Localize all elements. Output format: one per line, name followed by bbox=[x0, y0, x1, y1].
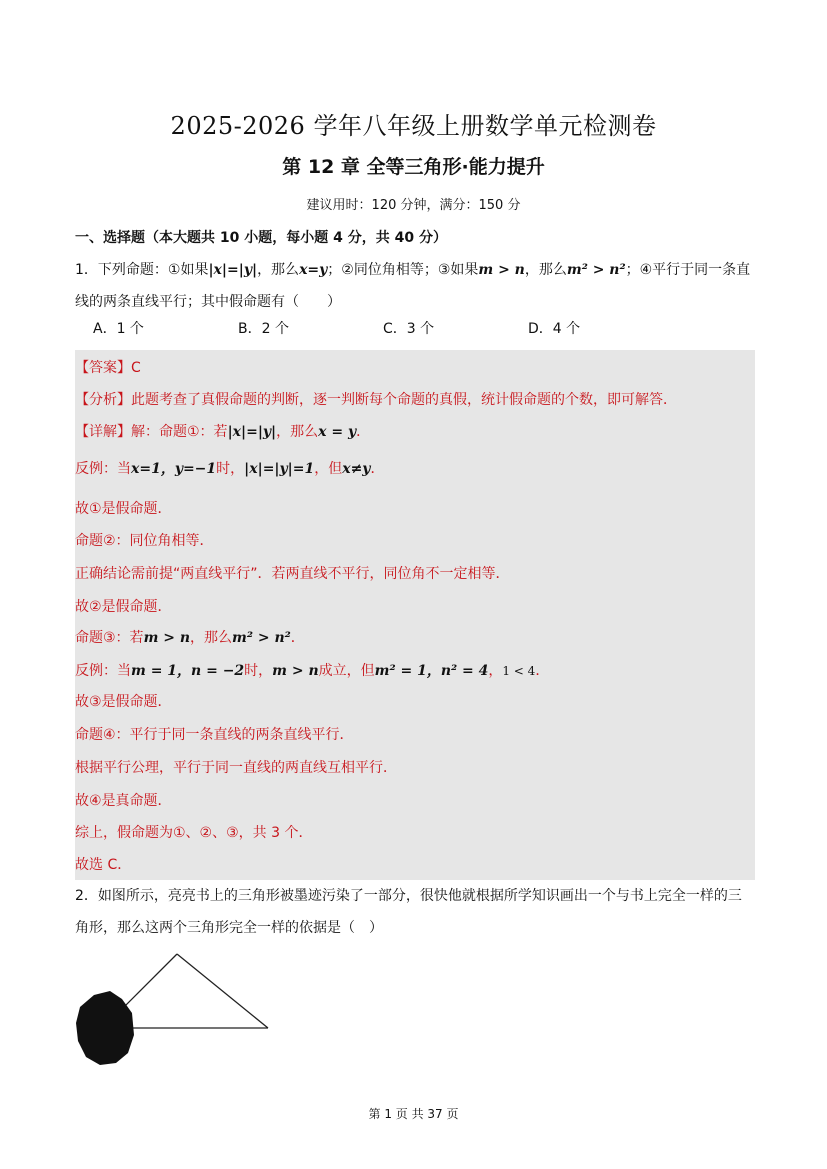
option-c: C．3 个 bbox=[383, 321, 435, 337]
l8-math-d: m² > n² bbox=[232, 630, 291, 646]
ce1-math-b: x=1，y=−1 bbox=[131, 461, 217, 477]
l9-text-a: 反例：当 bbox=[75, 663, 131, 679]
page-title: 2025-2026 学年八年级上册数学单元检测卷 bbox=[170, 112, 657, 140]
solution-line-8 bbox=[75, 627, 305, 647]
l8-math-b: m > n bbox=[143, 630, 191, 646]
q1-math-abs: |x|=|y| bbox=[208, 262, 258, 278]
q1-text-2: ，那么 bbox=[257, 262, 300, 278]
solution-line-7: 故②是假命题． bbox=[75, 599, 172, 615]
q1-text-3: ；②同位角相等；③如果 bbox=[327, 262, 479, 278]
solution-line-10: 故③是假命题． bbox=[75, 694, 172, 710]
detail-end: ． bbox=[356, 424, 371, 440]
q1-text-5: ；④平行于同一条直线的两条直线平行；其中假命题有（ ） bbox=[75, 262, 751, 310]
solution-line-6: 正确结论需前提“两直线平行”．若两直线不平行，同位角不一定相等． bbox=[75, 566, 510, 582]
solution-line-12: 根据平行公理，平行于同一直线的两直线互相平行． bbox=[75, 760, 397, 776]
solution-line-13: 故④是真命题． bbox=[75, 793, 172, 809]
detail-math-xy: x = y bbox=[318, 424, 357, 440]
l9-text-e: 成立，但 bbox=[318, 663, 375, 679]
solution-line-14: 综上，假命题为①、②、③，共 3 个． bbox=[75, 825, 313, 841]
ce1-text-g: ． bbox=[370, 461, 385, 477]
ink-stained-triangle-figure bbox=[70, 945, 280, 1079]
chapter-subtitle: 第 12 章 全等三角形·能力提升 bbox=[282, 156, 545, 178]
detail-mid: ，那么 bbox=[276, 424, 319, 440]
q1-math-xy: x=y bbox=[299, 262, 328, 278]
solution-analysis: 【分析】此题考查了真假命题的判断，逐一判断每个命题的真假，统计假命题的个数，即可解答． bbox=[75, 392, 677, 408]
l9-math-h: 1 < 4 bbox=[502, 664, 536, 678]
l9-text-g: ， bbox=[488, 663, 503, 679]
l9-math-b: m = 1，n = −2 bbox=[131, 663, 245, 679]
ce1-math-f: x≠y bbox=[342, 461, 371, 477]
time-score-info: 建议用时：120 分钟，满分：150 分 bbox=[306, 198, 521, 213]
l9-math-d: m > n bbox=[272, 663, 319, 679]
question-1 bbox=[75, 254, 755, 318]
l9-text-c: 时， bbox=[244, 663, 273, 679]
solution-detail bbox=[75, 421, 370, 441]
counterexample-1 bbox=[75, 458, 384, 478]
l9-math-f: m² = 1，n² = 4 bbox=[374, 663, 489, 679]
q1-math-m2n2: m² > n² bbox=[566, 262, 626, 278]
ce1-text-e: ，但 bbox=[314, 461, 343, 477]
solution-answer: 【答案】C bbox=[75, 360, 141, 376]
q1-math-mn: m > n bbox=[478, 262, 525, 278]
ce1-text-c: 时， bbox=[216, 461, 245, 477]
solution-line-5: 命题②：同位角相等． bbox=[75, 533, 214, 549]
l8-text-a: 命题③：若 bbox=[75, 630, 144, 646]
q1-text-4: ，那么 bbox=[524, 262, 567, 278]
ce1-text-a: 反例：当 bbox=[75, 461, 131, 477]
q1-text-1: 1．下列命题：①如果 bbox=[75, 262, 209, 278]
l8-text-e: ． bbox=[290, 630, 305, 646]
solution-line-15: 故选 C． bbox=[75, 857, 132, 873]
page-footer: 第 1 页 共 37 页 bbox=[368, 1107, 459, 1121]
triangle-diagram bbox=[70, 945, 280, 1075]
detail-math-abs: |x|=|y| bbox=[227, 424, 277, 440]
l9-text-i: ． bbox=[535, 663, 550, 679]
section-heading: 一、选择题（本大题共 10 小题，每小题 4 分，共 40 分） bbox=[75, 230, 447, 246]
question-2: 2．如图所示，亮亮书上的三角形被墨迹污染了一部分，很快他就根据所学知识画出一个与书上完全一样的三角形，那么这两个三角形完全一样的依据是（ ） bbox=[75, 888, 742, 936]
solution-line-4: 故①是假命题． bbox=[75, 501, 172, 517]
ce1-math-d: |x|=|y|=1 bbox=[244, 461, 315, 477]
solution-line-11: 命题④：平行于同一条直线的两条直线平行． bbox=[75, 727, 354, 743]
option-b: B．2 个 bbox=[238, 321, 289, 337]
detail-prefix: 【详解】解：命题①：若 bbox=[75, 424, 228, 440]
triangle-side-right bbox=[177, 954, 268, 1028]
option-d: D．4 个 bbox=[528, 321, 581, 337]
option-a: A．1 个 bbox=[93, 321, 144, 337]
ink-blot bbox=[76, 991, 134, 1065]
solution-line-9 bbox=[75, 660, 549, 680]
l8-text-c: ，那么 bbox=[190, 630, 233, 646]
q1-options bbox=[93, 318, 580, 338]
